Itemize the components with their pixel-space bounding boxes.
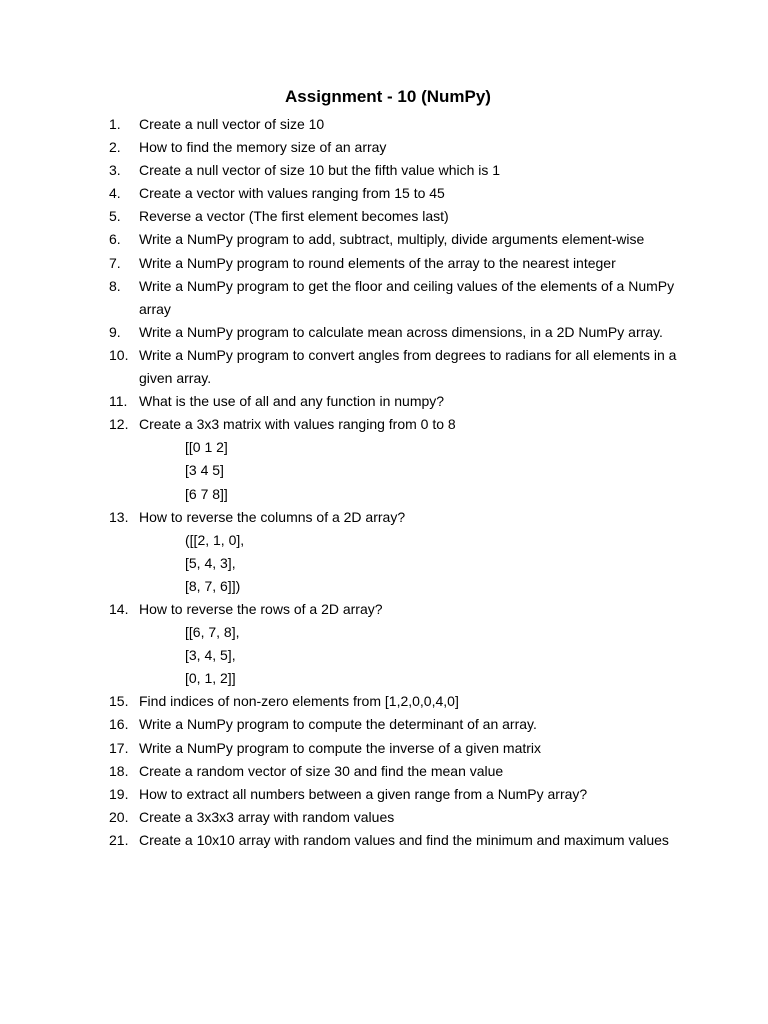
list-item — [109, 413, 689, 505]
list-item — [109, 159, 689, 182]
matrix-line: [0, 1, 2]] — [185, 670, 236, 687]
list-item — [109, 737, 689, 760]
list-item — [109, 506, 689, 598]
item-text: Write a NumPy program to convert angles from degrees to radians for all elements in a given array. — [139, 346, 677, 387]
item-text: Write a NumPy program to calculate mean across dimensions, in a 2D NumPy array. — [139, 323, 663, 340]
item-number: 12. — [109, 416, 129, 433]
item-number: 16. — [109, 716, 129, 733]
item-text: How to reverse the rows of a 2D array? — [139, 600, 383, 617]
item-text: Find indices of non-zero elements from [1,2,0,0,4,0] — [139, 693, 459, 710]
item-text: Create a 10x10 array with random values and find the minimum and maximum values — [139, 831, 669, 848]
list-item — [109, 806, 689, 829]
list-item — [109, 690, 689, 713]
matrix-line: [[6, 7, 8], — [185, 624, 240, 641]
item-text: Create a vector with values ranging from 15 to 45 — [139, 185, 445, 202]
item-text: Write a NumPy program to round elements of the array to the nearest integer — [139, 254, 616, 271]
item-number: 9. — [109, 323, 121, 340]
item-number: 5. — [109, 208, 121, 225]
list-item — [109, 390, 689, 413]
item-number: 15. — [109, 693, 129, 710]
item-text: What is the use of all and any function in numpy? — [139, 393, 445, 410]
matrix-line: [[0 1 2] — [185, 439, 228, 456]
page-title: Assignment - 10 (NumPy) — [285, 87, 491, 106]
item-text: Create a null vector of size 10 but the fifth value which is 1 — [139, 162, 501, 179]
list-item — [109, 713, 689, 736]
question-list — [109, 113, 689, 852]
item-text: How to find the memory size of an array — [139, 139, 387, 156]
matrix-line: [3, 4, 5], — [185, 647, 236, 664]
list-item — [109, 182, 689, 205]
item-text: Write a NumPy program to get the floor and ceiling values of the elements of a NumPy array — [139, 277, 675, 317]
item-text: How to reverse the columns of a 2D array? — [139, 508, 406, 525]
list-item — [109, 205, 689, 228]
matrix-line: ([[2, 1, 0], — [185, 531, 245, 548]
item-text: Create a 3x3x3 array with random values — [139, 808, 395, 825]
item-number: 11. — [109, 393, 128, 410]
item-number: 1. — [109, 116, 121, 132]
list-item — [109, 252, 689, 275]
item-number: 2. — [109, 139, 121, 156]
list-item — [109, 113, 689, 136]
item-text: Create a 3x3 matrix with values ranging from 0 to 8 — [139, 416, 456, 433]
item-number: 3. — [109, 162, 121, 179]
item-number: 13. — [109, 508, 129, 525]
item-text: Reverse a vector (The first element becomes last) — [139, 208, 449, 225]
item-number: 8. — [109, 277, 121, 294]
item-number: 20. — [109, 808, 129, 825]
item-number: 4. — [109, 185, 121, 202]
list-item — [109, 275, 689, 321]
list-item — [109, 598, 689, 690]
list-item — [109, 760, 689, 783]
item-number: 17. — [109, 739, 129, 756]
item-text: Write a NumPy program to add, subtract, multiply, divide arguments element-wise — [139, 231, 645, 248]
item-text: Create a null vector of size 10 — [139, 116, 325, 132]
matrix-line: [3 4 5] — [185, 462, 224, 479]
item-number: 21. — [109, 831, 129, 848]
item-text: Write a NumPy program to compute the inverse of a given matrix — [139, 739, 542, 756]
list-item — [109, 344, 689, 390]
matrix-line: [5, 4, 3], — [185, 554, 236, 571]
item-text: Write a NumPy program to compute the determinant of an array. — [139, 716, 537, 733]
list-item — [109, 829, 689, 852]
list-item — [109, 136, 689, 159]
item-number: 14. — [109, 600, 129, 617]
item-text: Create a random vector of size 30 and find the mean value — [139, 762, 504, 779]
list-item — [109, 321, 689, 344]
item-number: 19. — [109, 785, 129, 802]
item-number: 6. — [109, 231, 121, 248]
list-item — [109, 228, 689, 251]
matrix-line: [6 7 8]] — [185, 485, 228, 502]
item-number: 10. — [109, 346, 129, 363]
item-number: 7. — [109, 254, 121, 271]
item-number: 18. — [109, 762, 129, 779]
item-text: How to extract all numbers between a given range from a NumPy array? — [139, 785, 588, 802]
list-item — [109, 783, 689, 806]
matrix-line: [8, 7, 6]]) — [185, 577, 241, 594]
